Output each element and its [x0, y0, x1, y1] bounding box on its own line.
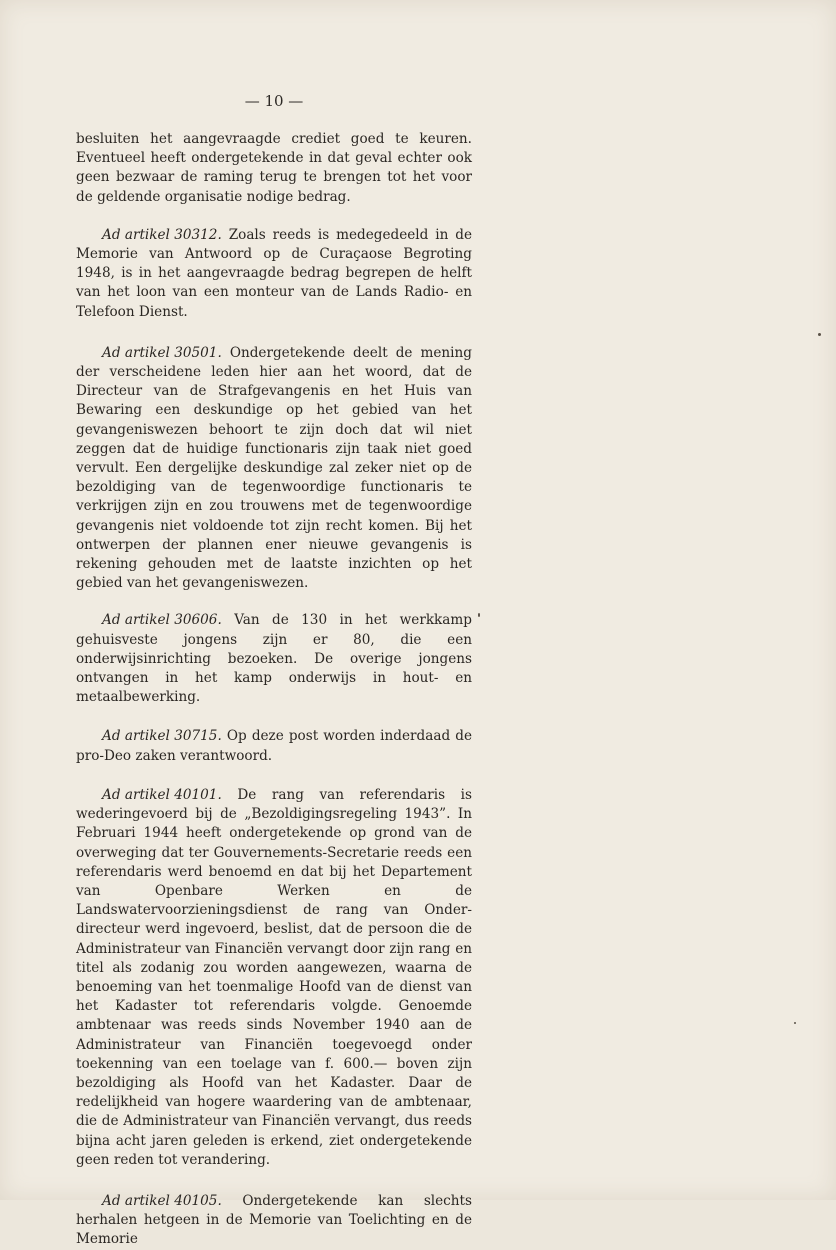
paragraph-artikel-30715 — [76, 727, 472, 765]
article-reference: Ad artikel 30715. — [102, 728, 222, 745]
article-reference: Ad artikel 40101. — [102, 786, 222, 803]
paragraph-artikel-30312 — [76, 226, 472, 322]
paragraph-text: Ondergetekende deelt de mening der verscheidene leden hier aan het woord, dat de Directeur van de Strafgevangenis en het Huis van Bewaring een deskundige op het gebied van het gevangeniswezen behoort te zijn doch dat wil niet zeggen dat de huidige functionaris zijn taak niet goed vervult. Een dergelijke deskundige zal zeker niet op de bezoldiging van de tegenwoordige functionaris te verkrijgen zijn en zou trouwens met de tegenwoordige gevangenis niet voldoende tot zijn recht komen. Bij het ontwerpen der plannen ener nieuwe gevangenis is rekening gehouden met de laatste inzichten op het gebied van het gevangeniswezen. — [76, 344, 472, 592]
paragraph-artikel-30606 — [76, 611, 472, 707]
paragraph-artikel-40105 — [76, 1192, 472, 1250]
document-body — [76, 130, 472, 1250]
paper-speck — [478, 613, 480, 617]
paragraph-text: besluiten het aangevraagde crediet goed te keuren. Eventueel heeft ondergetekende in dat geval echter ook geen bezwaar de raming terug te brengen tot het voor de geldende organisatie nodige bedrag. — [76, 131, 472, 205]
page-number: — 10 — — [244, 92, 304, 110]
article-reference: Ad artikel 30606. — [102, 612, 222, 629]
article-reference: Ad artikel 30501. — [102, 344, 222, 361]
paragraph-text: Op deze post worden inderdaad de pro-Deo zaken verantwoord. — [76, 728, 472, 764]
paragraph-text: Van de 130 in het werkkamp gehuisveste jongens zijn er 80, die een onderwijsinrichting bezoeken. De overige jongens ontvangen in het kamp onderwijs in hout- en metaalbewerking. — [76, 612, 472, 706]
paper-speck — [818, 333, 821, 336]
paragraph-text: De rang van referendaris is wederingevoerd bij de „Bezoldigingsregeling 1943”. In Februari 1944 heeft ondergetekende op grond van de overweging dat ter Gouvernements-Secretarie reeds een referendaris werd benoemd en dat bij het Departement van Openbare Werken en de Landswatervoorzieningsdienst de rang van Onder-directeur werd ingevoerd, beslist, dat de persoon die de Administrateur van Financiën vervangt door zijn rang en titel als zodanig zou worden aangewezen, waarna de benoeming van het toenmalige Hoofd van de dienst van het Kadaster tot referendaris volgde. Genoemde ambtenaar was reeds sinds November 1940 aan de Administrateur van Financiën toegevoegd onder toekenning van een toelage van f. 600.— boven zijn bezoldiging als Hoofd van het Kadaster. Daar de redelijkheid van hogere waardering van de ambtenaar, die de Administrateur van Financiën vervangt, dus reeds bijna acht jaren geleden is erkend, ziet ondergetekende geen reden tot verandering. — [76, 786, 472, 1168]
article-reference: Ad artikel 30312. — [102, 226, 222, 243]
paragraph-text: Ondergetekende kan slechts herhalen hetgeen in de Memorie van Toelichting en de Memorie — [76, 1192, 472, 1248]
article-reference: Ad artikel 40105. — [102, 1192, 222, 1209]
paragraph-artikel-40101 — [76, 786, 472, 1170]
paper-speck — [794, 1022, 796, 1024]
paragraph-text: Zoals reeds is medegedeeld in de Memorie van Antwoord op de Curaçaose Begroting 1948, is in het aangevraagde bedrag begrepen de helft van het loon van een monteur van de Lands Radio- en Telefoon Dienst. — [76, 226, 473, 320]
paragraph-artikel-30501 — [76, 344, 472, 594]
paragraph-continuation — [76, 130, 472, 207]
